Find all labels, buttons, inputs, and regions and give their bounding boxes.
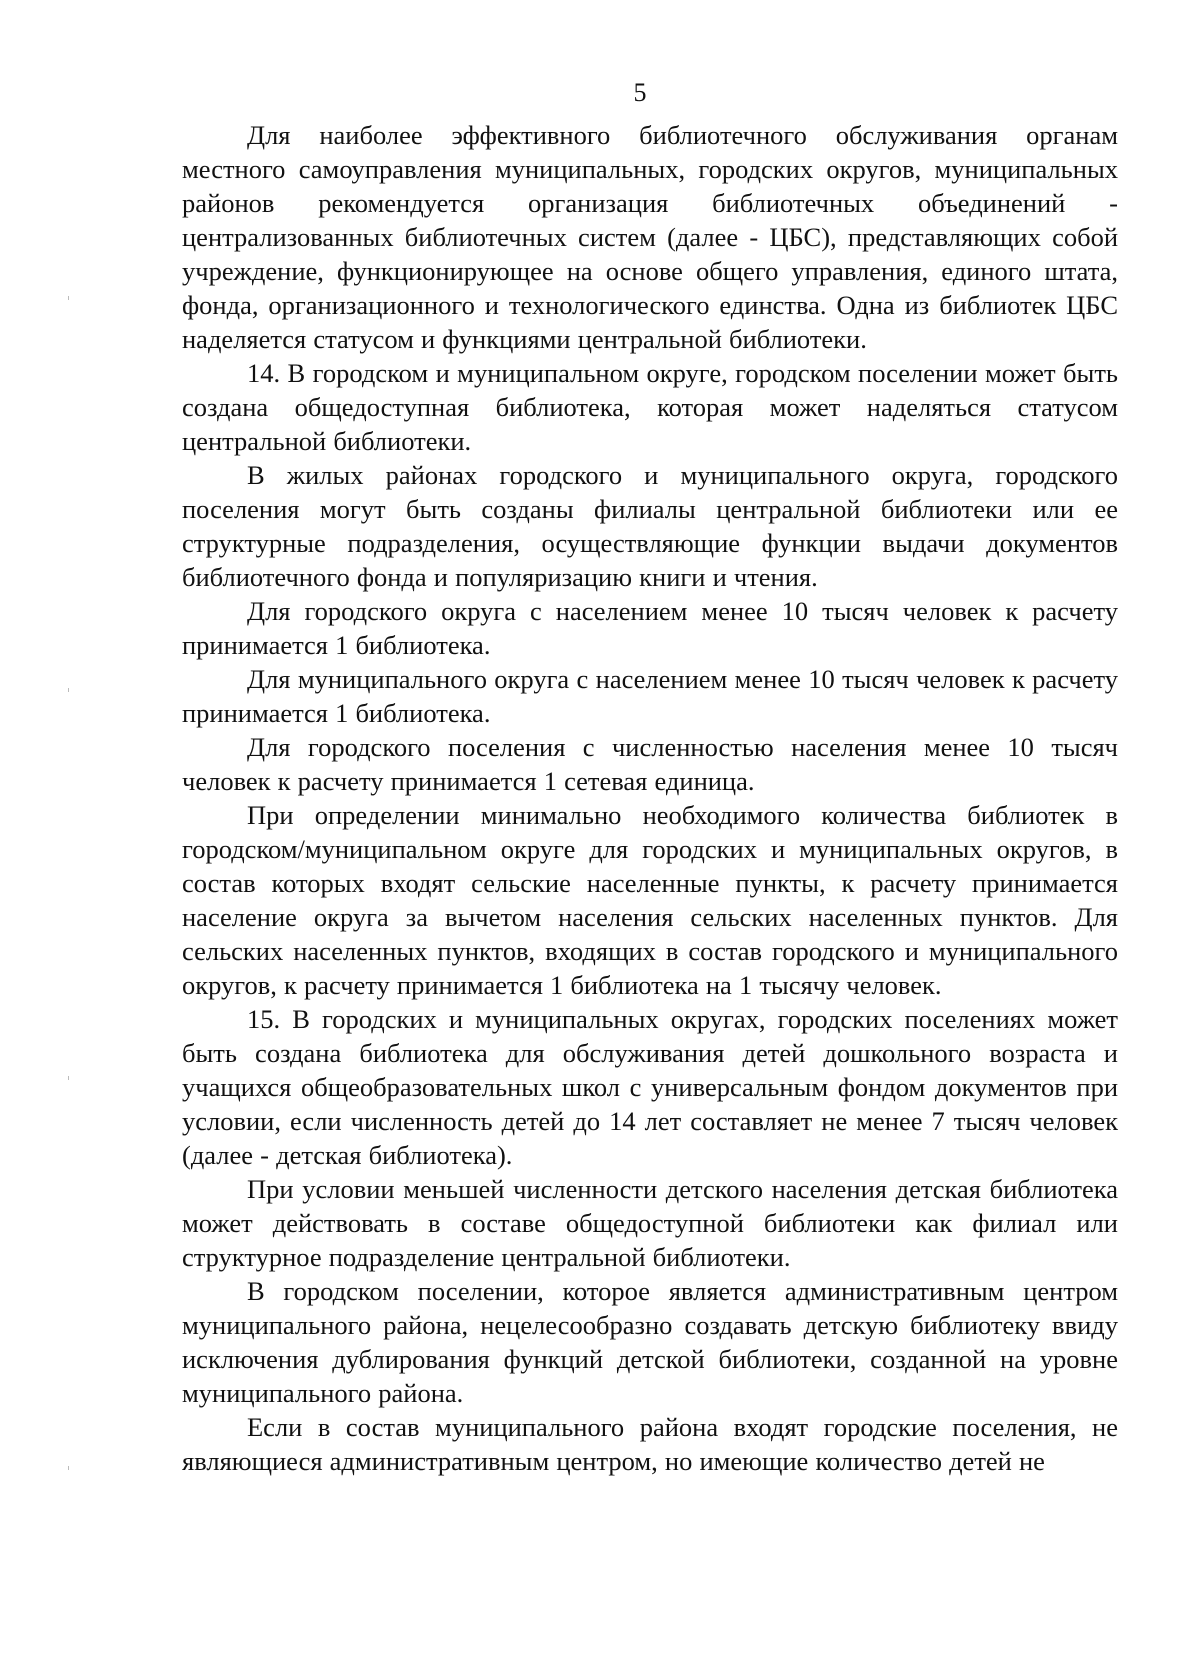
paragraph-minimum-libraries: При определении минимально необходимого количества библиотек в городском/муниципальном округе для городских и муниципальных округов, в состав которых входят сельские населенные пункты, к расчету принимается население округа за вычетом населения сельских населенных пунктов. Для сельских населенных пунктов, входящих в состав городского и муниципального округов, к расчету принимается 1 библиотека на 1 тысячу человек. xyxy=(182,800,1118,1000)
paragraph-urban-settlements-continued: Если в состав муниципального района входят городские поселения, не являющиеся административным центром, но имеющие количество детей не xyxy=(182,1412,1118,1476)
paragraph-item-14: 14. В городском и муниципальном округе, городском поселении может быть создана общедоступная библиотека, которая может наделяться статусом центральной библиотеки. xyxy=(182,358,1118,456)
paragraph-urban-settlement: Для городского поселения с численностью населения менее 10 тысяч человек к расчету принимается 1 сетевая единица. xyxy=(182,732,1118,796)
scan-speck xyxy=(68,688,69,692)
page-number: 5 xyxy=(633,78,647,107)
paragraph-item-15: 15. В городских и муниципальных округах, городских поселениях может быть создана библиотека для обслуживания детей дошкольного возраста и учащихся общеобразовательных школ с универсальным фондом документов при условии, если численность детей до 14 лет составляет не менее 7 тысяч человек (далее - детская библиотека). xyxy=(182,1004,1118,1170)
scan-speck xyxy=(68,1466,69,1470)
paragraph-urban-district: Для городского округа с населением менее 10 тысяч человек к расчету принимается 1 библиотека. xyxy=(182,596,1118,660)
scan-speck xyxy=(68,1076,69,1080)
document-body xyxy=(182,118,1118,1478)
paragraph-cbs-recommendation: Для наиболее эффективного библиотечного обслуживания органам местного самоуправления муниципальных, городских округов, муниципальных районов рекомендуется организация библиотечных объединений - централизованных библиотечных систем (далее - ЦБС), представляющих собой учреждение, функционирующее на основе общего управления, единого штата, фонда, организационного и технологического единства. Одна из библиотек ЦБС наделяется статусом и функциями центральной библиотеки. xyxy=(182,120,1118,354)
scan-speck xyxy=(68,296,69,300)
paragraph-municipal-district: Для муниципального округа с населением менее 10 тысяч человек к расчету принимается 1 библиотека. xyxy=(182,664,1118,728)
paragraph-branches: В жилых районах городского и муниципального округа, городского поселения могут быть созданы филиалы центральной библиотеки или ее структурные подразделения, осуществляющие функции выдачи документов библиотечного фонда и популяризацию книги и чтения. xyxy=(182,460,1118,592)
paragraph-smaller-population: При условии меньшей численности детского населения детская библиотека может действовать в составе общедоступной библиотеки как филиал или структурное подразделение центральной библиотеки. xyxy=(182,1174,1118,1272)
paragraph-administrative-center: В городском поселении, которое является административным центром муниципального района, нецелесообразно создавать детскую библиотеку ввиду исключения дублирования функций детской библиотеки, созданной на уровне муниципального района. xyxy=(182,1276,1118,1408)
